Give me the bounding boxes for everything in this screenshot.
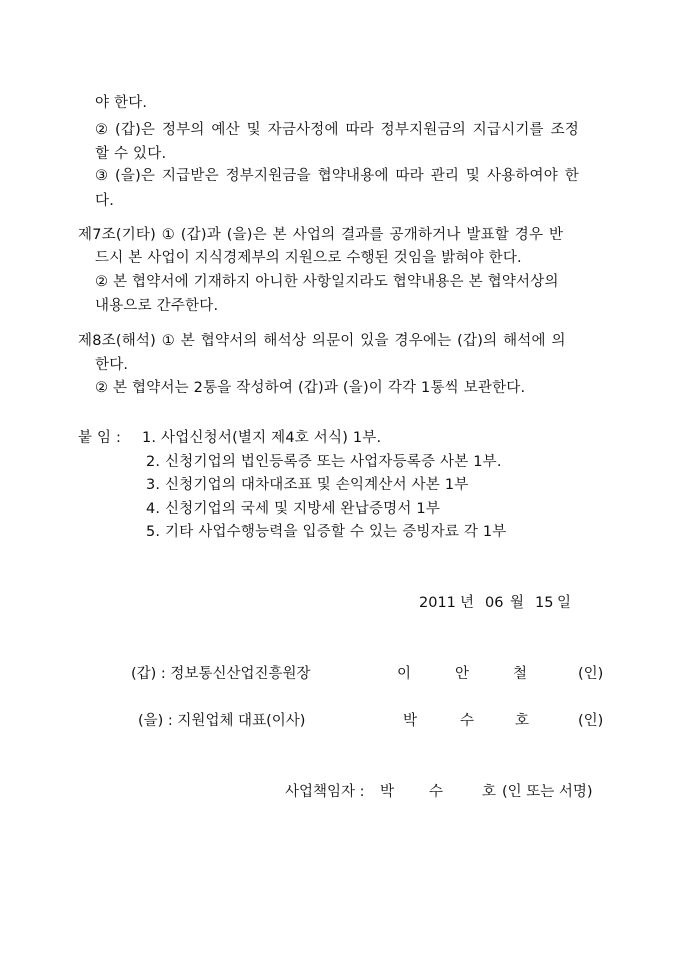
attachment-item-4: 4. 신청기업의 국세 및 지방세 완납증명서 1부	[146, 501, 441, 517]
manager-name-char-3: 호	[482, 784, 497, 800]
article8-line3: ② 본 협약서는 2통을 작성하여 (갑)과 (을)이 각각 1통씩 보관한다.	[95, 380, 526, 396]
date-year-unit: 년	[460, 595, 475, 611]
attachment-item-2: 2. 신청기업의 법인등록증 또는 사업자등록증 사본 1부.	[146, 454, 502, 470]
article6-item2-line1: ② (갑)은 정부의 예산 및 자금사정에 따라 정부지원금의 지급시기를 조정	[95, 122, 579, 138]
party-a-name-char-3: 철	[513, 666, 528, 682]
article8-line1: 제8조(해석) ① 본 협약서의 해석상 의문이 있을 경우에는 (갑)의 해석에 의	[78, 333, 566, 349]
party-a-label: (갑) : 정보통신산업진흥원장	[131, 666, 311, 682]
date-year: 2011	[419, 595, 456, 611]
article8-line2: 한다.	[95, 357, 129, 373]
date-month-unit: 월	[510, 595, 525, 611]
party-a-name-char-1: 이	[397, 666, 412, 682]
manager-seal: (인 또는 서명)	[502, 784, 593, 800]
party-b-name-char-1: 박	[403, 713, 418, 729]
party-b-name-char-2: 수	[460, 713, 475, 729]
manager-name-char-2: 수	[429, 784, 444, 800]
party-b-label: (을) : 지원업체 대표(이사)	[138, 713, 306, 729]
article6-item2-line2: 할 수 있다.	[95, 146, 167, 162]
article6-item3-line1: ③ (을)은 지급받은 정부지원금을 협약내용에 따라 관리 및 사용하여야 한	[95, 168, 579, 184]
article7-line4: 내용으로 간주한다.	[95, 298, 219, 314]
article6-item3-line2: 다.	[95, 193, 115, 209]
date-day: 15	[535, 595, 554, 611]
signatory-party-b	[0, 711, 680, 731]
signatory-party-a	[0, 664, 680, 684]
agreement-date	[0, 593, 680, 613]
date-month: 06	[485, 595, 504, 611]
party-a-name-char-2: 안	[455, 666, 470, 682]
attachment-item-1: 1. 사업신청서(별지 제4호 서식) 1부.	[142, 430, 382, 446]
attachments-label: 붙 임 :	[78, 430, 122, 446]
article7-line1: 제7조(기타) ① (갑)과 (을)은 본 사업의 결과를 공개하거나 발표할 경우 반	[78, 227, 564, 243]
attachment-item-3: 3. 신청기업의 대차대조표 및 손익계산서 사본 1부	[146, 477, 469, 493]
date-day-unit: 일	[557, 595, 572, 611]
article7-line2: 드시 본 사업이 지식경제부의 지원으로 수행된 것임을 밝혀야 한다.	[95, 250, 522, 266]
article7-line3: ② 본 협약서에 기재하지 아니한 사항일지라도 협약내용은 본 협약서상의	[95, 274, 559, 290]
manager-label: 사업책임자 :	[285, 784, 365, 800]
attachment-item-5: 5. 기타 사업수행능력을 입증할 수 있는 증빙자료 각 1부	[146, 524, 507, 540]
article6-line1: 야 한다.	[95, 95, 148, 111]
signatory-project-manager	[0, 782, 680, 802]
manager-name-char-1: 박	[380, 784, 395, 800]
party-a-seal: (인)	[578, 666, 604, 682]
party-b-seal: (인)	[578, 713, 604, 729]
party-b-name-char-3: 호	[515, 713, 530, 729]
